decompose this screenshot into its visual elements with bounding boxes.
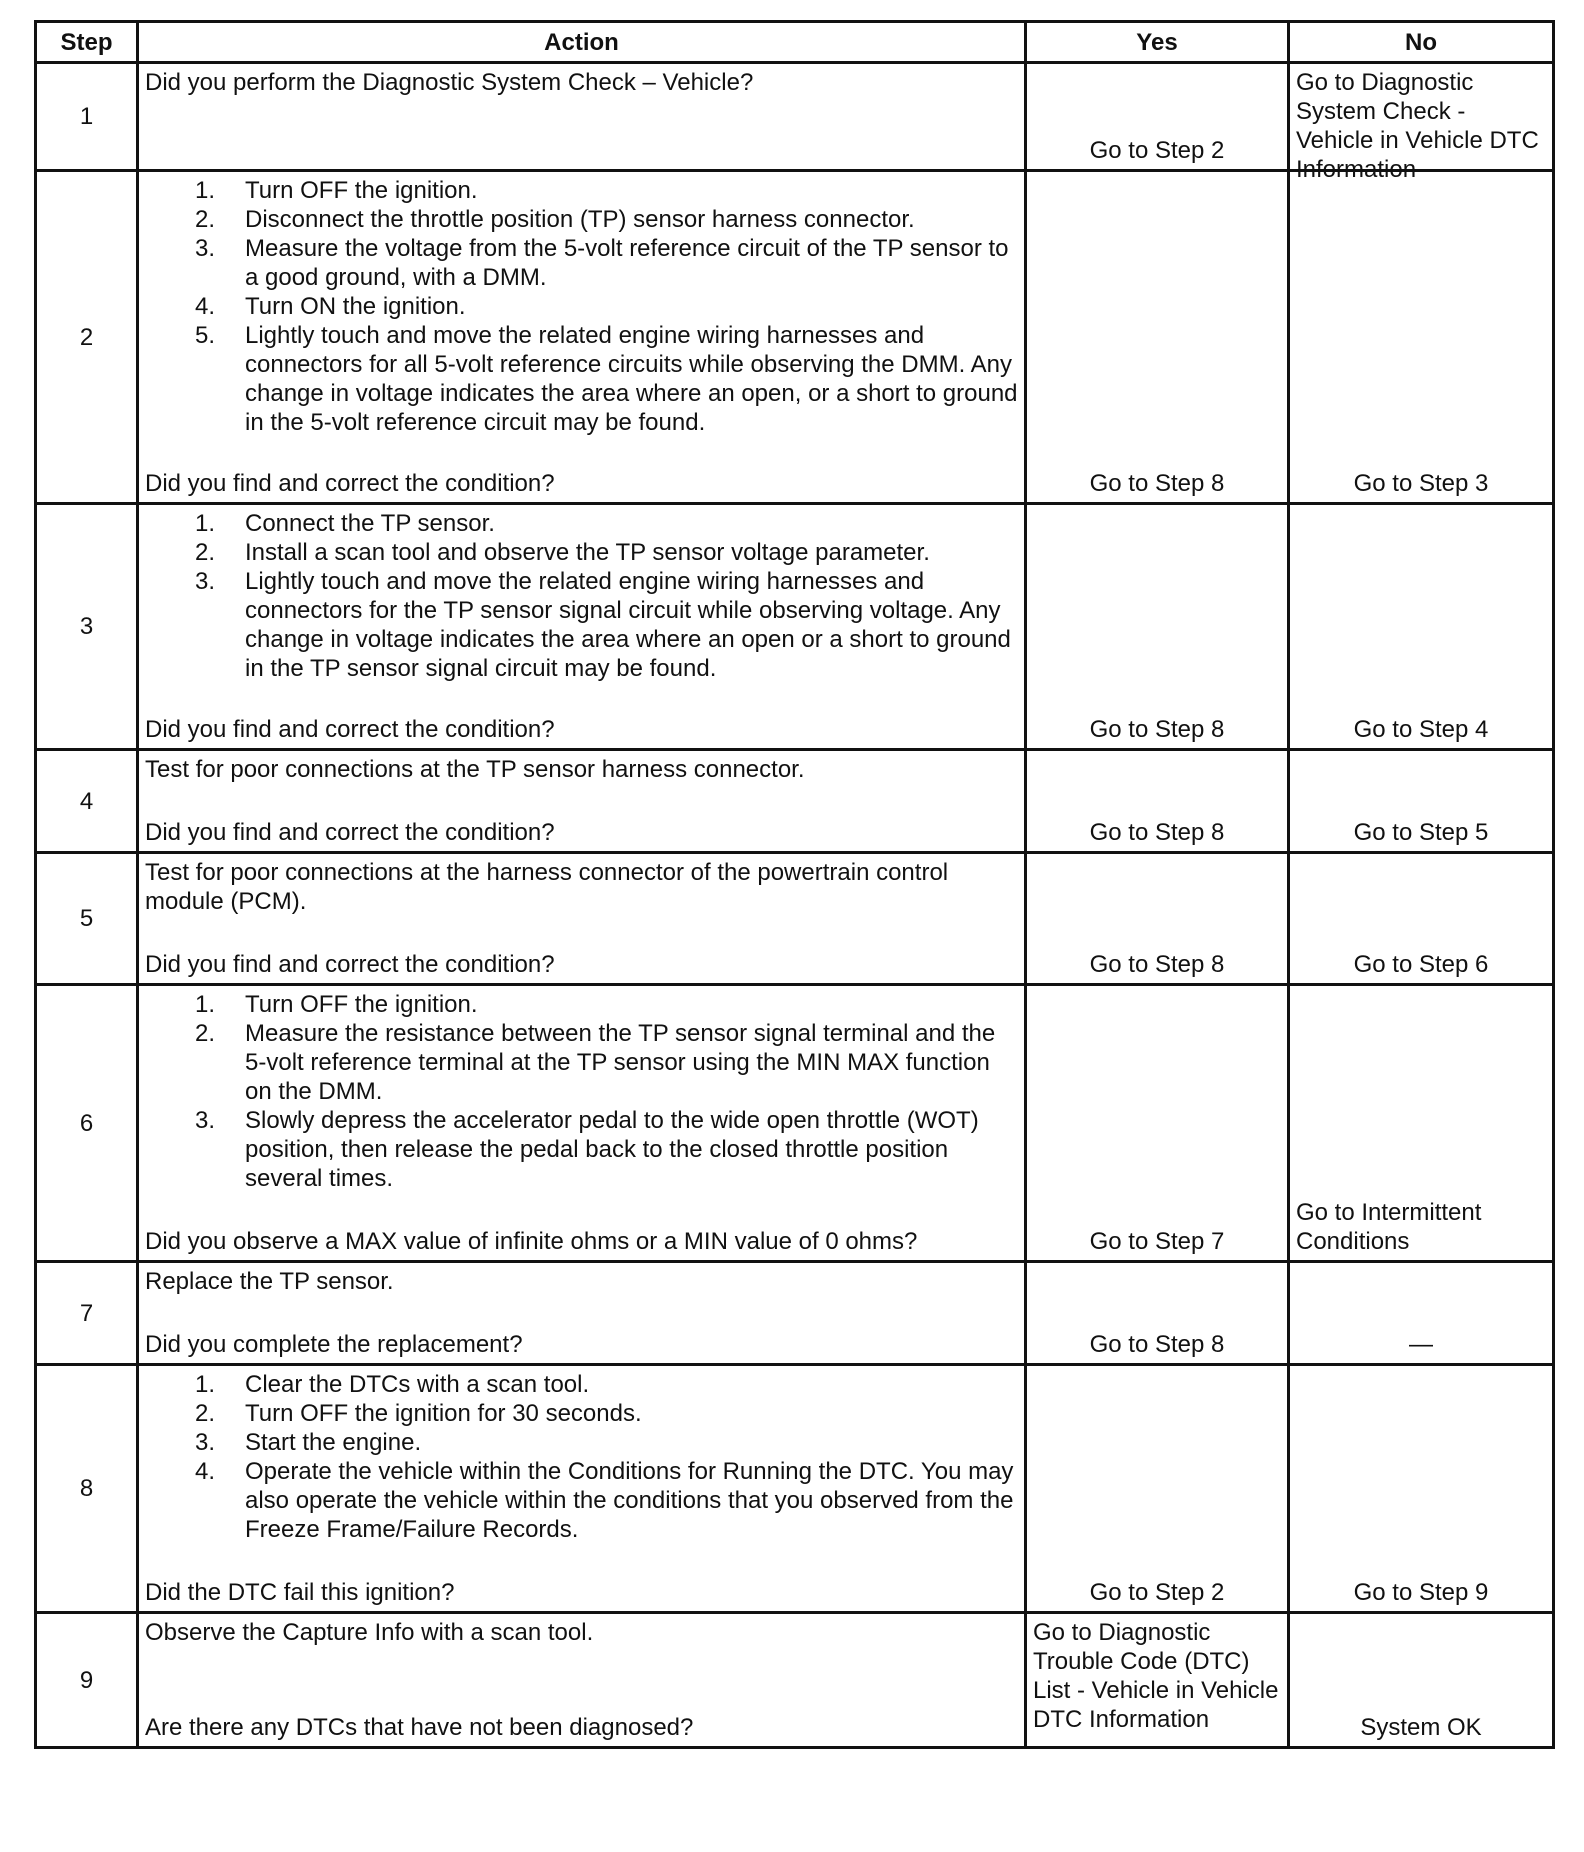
no-result: Go to Diagnostic System Check - Vehicle in Vehicle DTC Information: [1296, 69, 1539, 183]
procedure-item-number: 4.: [195, 1458, 216, 1485]
step-number: 5: [36, 853, 138, 985]
no-cell: [1289, 63, 1554, 183]
yes-cell: [1026, 1262, 1289, 1365]
table-row: [36, 504, 1554, 750]
procedure-item: [145, 1019, 1018, 1106]
action-question: Did you find and correct the condition?: [145, 819, 555, 846]
procedure-item-text: Clear the DTCs with a scan tool.: [245, 1371, 590, 1398]
procedure-item: [145, 234, 1018, 292]
header-step: Step: [36, 22, 138, 63]
no-cell: [1289, 985, 1554, 1262]
table-row: [36, 853, 1554, 985]
procedure-item-number: 3.: [195, 568, 216, 595]
action-cell: [138, 750, 1026, 853]
action-instruction: Observe the Capture Info with a scan tool.: [145, 1619, 594, 1646]
procedure-item-text: Lightly touch and move the related engine wiring harnesses and connectors for the TP sensor signal circuit while observing voltage. Any change in voltage indicates the area where an open or a short to ground in the TP sensor signal circuit may be found.: [245, 568, 1011, 682]
action-cell: [138, 853, 1026, 985]
procedure-item: [145, 176, 1018, 205]
procedure-item: [145, 1370, 1018, 1399]
step-number: 8: [36, 1365, 138, 1613]
procedure-item-text: Operate the vehicle within the Conditions for Running the DTC. You may also operate the vehicle within the conditions that you observed from the Freeze Frame/Failure Records.: [245, 1458, 1014, 1543]
action-cell: [138, 1262, 1026, 1365]
action-cell: [138, 985, 1026, 1262]
action-instruction: Test for poor connections at the TP sensor harness connector.: [145, 756, 805, 783]
step-number: 6: [36, 985, 138, 1262]
no-result: Go to Step 4: [1353, 716, 1489, 743]
yes-cell: [1026, 63, 1289, 171]
yes-result: Go to Step 2: [1089, 1579, 1225, 1606]
yes-result: Go to Step 8: [1089, 1331, 1225, 1358]
procedure-item: [145, 1457, 1018, 1544]
no-result: Go to Step 9: [1353, 1579, 1489, 1606]
step-number: 2: [36, 171, 138, 504]
action-instruction: Replace the TP sensor.: [145, 1268, 394, 1295]
table-row: [36, 63, 1554, 171]
procedure-item-text: Measure the voltage from the 5-volt reference circuit of the TP sensor to a good ground, with a DMM.: [245, 235, 1009, 291]
action-cell: [138, 171, 1026, 504]
procedure-item: [145, 292, 1018, 321]
procedure-item-number: 5.: [195, 322, 216, 349]
procedure-item: [145, 538, 1018, 567]
procedure-item: [145, 321, 1018, 437]
procedure-item-text: Disconnect the throttle position (TP) sensor harness connector.: [245, 206, 915, 233]
table-row: [36, 1613, 1554, 1748]
action-question: Did the DTC fail this ignition?: [145, 1579, 455, 1606]
step-number: 9: [36, 1613, 138, 1748]
action-cell: [138, 1365, 1026, 1613]
procedure-item: [145, 1106, 1018, 1193]
procedure-item-text: Slowly depress the accelerator pedal to the wide open throttle (WOT) position, then release the pedal back to the closed throttle position several times.: [245, 1107, 979, 1192]
no-result: Go to Step 5: [1353, 819, 1489, 846]
step-number: 3: [36, 504, 138, 750]
yes-result: Go to Step 8: [1089, 819, 1225, 846]
procedure-item-text: Install a scan tool and observe the TP sensor voltage parameter.: [245, 539, 930, 566]
procedure-item-number: 2.: [195, 206, 216, 233]
table-body: [36, 63, 1554, 1748]
table-row: [36, 750, 1554, 853]
procedure-item-number: 3.: [195, 235, 216, 262]
procedure-item-text: Turn OFF the ignition.: [245, 991, 478, 1018]
no-cell: [1289, 1613, 1554, 1748]
procedure-item: [145, 1428, 1018, 1457]
yes-result: Go to Step 8: [1089, 951, 1225, 978]
procedure-list: [145, 990, 1018, 1193]
yes-result: Go to Diagnostic Trouble Code (DTC) List - Vehicle in Vehicle DTC Information: [1033, 1619, 1279, 1733]
procedure-item-text: Start the engine.: [245, 1429, 422, 1456]
procedure-list: [145, 509, 1018, 683]
no-cell: [1289, 853, 1554, 985]
action-question: Did you find and correct the condition?: [145, 716, 555, 743]
yes-cell: [1026, 504, 1289, 750]
yes-cell: [1026, 750, 1289, 853]
yes-result: Go to Step 8: [1089, 716, 1225, 743]
procedure-item-number: 1.: [195, 177, 216, 204]
header-row: [36, 22, 1554, 63]
procedure-item-text: Measure the resistance between the TP sensor signal terminal and the 5-volt reference terminal at the TP sensor using the MIN MAX function on the DMM.: [245, 1020, 996, 1105]
yes-cell: [1026, 1613, 1289, 1748]
procedure-item-number: 1.: [195, 510, 216, 537]
procedure-item-number: 3.: [195, 1107, 216, 1134]
no-cell: [1289, 504, 1554, 750]
procedure-item-number: 3.: [195, 1429, 216, 1456]
no-result: System OK: [1360, 1714, 1482, 1741]
procedure-item: [145, 509, 1018, 538]
action-question: Did you complete the replacement?: [145, 1331, 523, 1358]
procedure-item: [145, 990, 1018, 1019]
step-number: 1: [36, 63, 138, 171]
action-question: Are there any DTCs that have not been diagnosed?: [145, 1714, 694, 1741]
step-number: 7: [36, 1262, 138, 1365]
action-question: Did you find and correct the condition?: [145, 470, 555, 497]
procedure-item: [145, 205, 1018, 234]
procedure-item-text: Turn OFF the ignition for 30 seconds.: [245, 1400, 642, 1427]
table-row: [36, 171, 1554, 504]
no-result: Go to Intermittent Conditions: [1296, 1199, 1482, 1255]
no-cell: [1289, 1262, 1554, 1365]
table-row: [36, 1262, 1554, 1365]
no-cell: [1289, 750, 1554, 853]
header-no: No: [1289, 22, 1554, 63]
table-row: [36, 985, 1554, 1262]
action-instruction: Did you perform the Diagnostic System Check – Vehicle?: [145, 69, 754, 96]
procedure-item-number: 1.: [195, 991, 216, 1018]
action-question: Did you observe a MAX value of infinite ohms or a MIN value of 0 ohms?: [145, 1228, 918, 1255]
no-result: Go to Step 3: [1353, 470, 1489, 497]
procedure-list: [145, 176, 1018, 437]
diagnostic-table: [34, 20, 1555, 1749]
procedure-item: [145, 567, 1018, 683]
step-number: 4: [36, 750, 138, 853]
procedure-item-text: Connect the TP sensor.: [245, 510, 495, 537]
action-instruction: Test for poor connections at the harness connector of the powertrain control module (PCM).: [145, 859, 949, 915]
header-yes: Yes: [1026, 22, 1289, 63]
yes-cell: [1026, 171, 1289, 504]
no-result: Go to Step 6: [1353, 951, 1489, 978]
action-cell: [138, 63, 1026, 171]
action-cell: [138, 1613, 1026, 1748]
action-cell: [138, 504, 1026, 750]
yes-cell: [1026, 1365, 1289, 1613]
procedure-item-number: 1.: [195, 1371, 216, 1398]
no-result: —: [1409, 1331, 1433, 1358]
procedure-item-number: 2.: [195, 1400, 216, 1427]
procedure-item-text: Turn OFF the ignition.: [245, 177, 478, 204]
procedure-item-text: Turn ON the ignition.: [245, 293, 466, 320]
procedure-item-number: 2.: [195, 539, 216, 566]
yes-cell: [1026, 985, 1289, 1262]
no-cell: [1289, 1365, 1554, 1613]
header-action: Action: [138, 22, 1026, 63]
no-cell: [1289, 171, 1554, 504]
procedure-item-number: 4.: [195, 293, 216, 320]
yes-result: Go to Step 2: [1089, 137, 1225, 164]
procedure-list: [145, 1370, 1018, 1544]
yes-result: Go to Step 8: [1089, 470, 1225, 497]
yes-cell: [1026, 853, 1289, 985]
yes-result: Go to Step 7: [1089, 1228, 1225, 1255]
table-row: [36, 1365, 1554, 1613]
procedure-item-text: Lightly touch and move the related engine wiring harnesses and connectors for all 5-volt reference circuits while observing the DMM. Any change in voltage indicates the area where an open, or a short to ground in the 5-volt reference circuit may be found.: [245, 322, 1018, 436]
action-question: Did you find and correct the condition?: [145, 951, 555, 978]
procedure-item: [145, 1399, 1018, 1428]
procedure-item-number: 2.: [195, 1020, 216, 1047]
